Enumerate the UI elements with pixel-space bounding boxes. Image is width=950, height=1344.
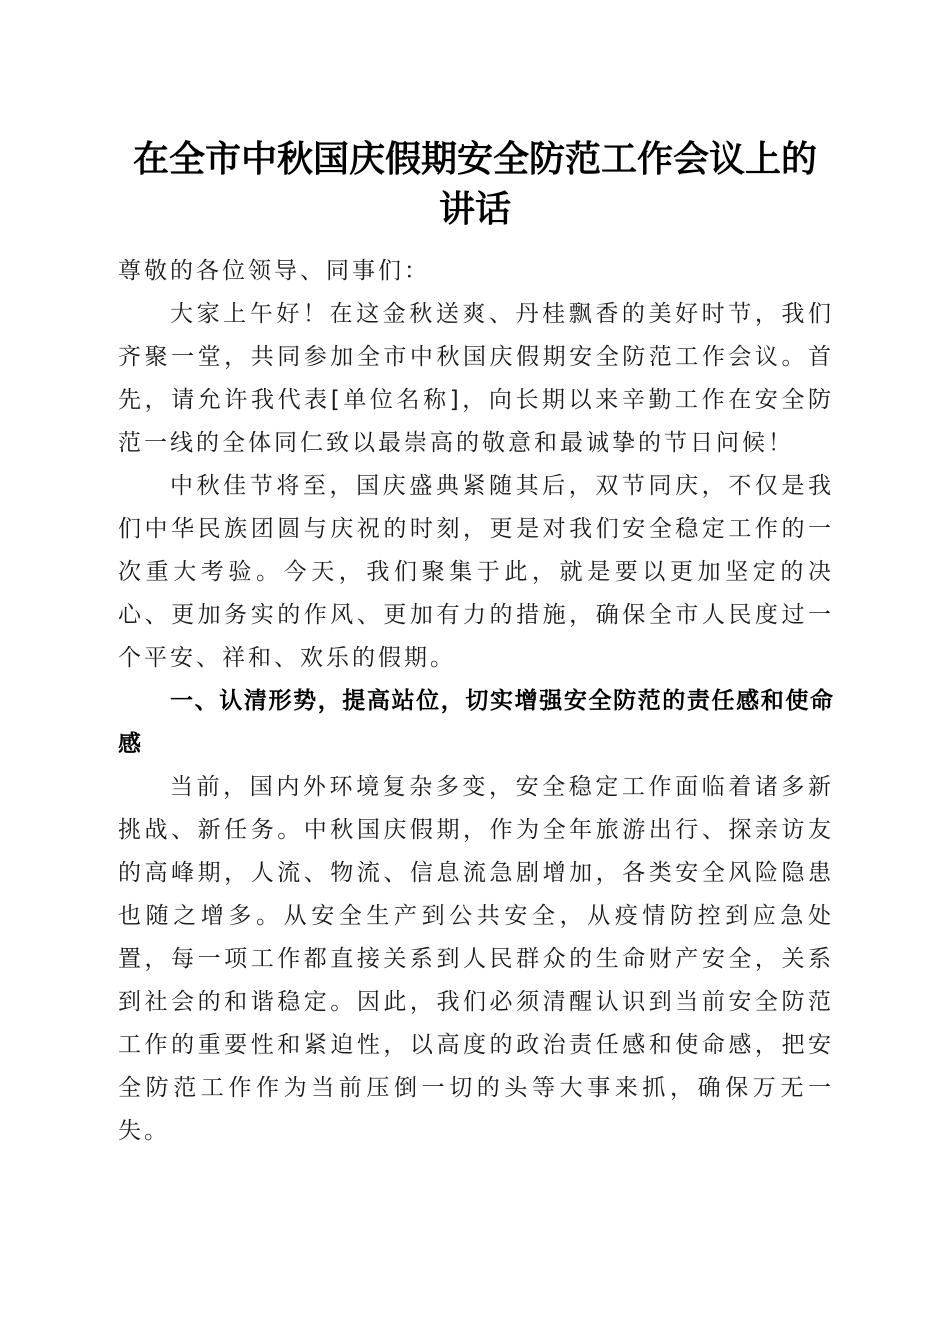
section-paragraph: 当前，国内外环境复杂多变，安全稳定工作面临着诸多新挑战、新任务。中秋国庆假期，作为全年旅游出行、探亲访友的高峰期，人流、物流、信息流急剧增加，各类安全风险隐患也随之增多。从安全生产到公共安全，从疫情防控到应急处置，每一项工作都直接关系到人民群众的生命财产安全，关系到社会的和谐稳定。因此，我们必须清醒认识到当前安全防范工作的重要性和紧迫性，以高度的政治责任感和使命感，把安全防范工作作为当前压倒一切的头等大事来抓，确保万无一失。 — [118, 774, 834, 1144]
paragraph-purpose: 中秋佳节将至，国庆盛典紧随其后，双节同庆，不仅是我们中华民族团圆与庆祝的时刻，更是对我们安全稳定工作的一次重大考验。今天，我们聚集于此，就是要以更加坚定的决心、更加务实的作风、更加有力的措施，确保全市人民度过一个平安、祥和、欢乐的假期。 — [118, 473, 834, 671]
document-body — [118, 250, 834, 1153]
document-title: 在全市中秋国庆假期安全防范工作会议上的讲话 — [132, 138, 817, 230]
paragraph-opening: 大家上午好！在这金秋送爽、丹桂飘香的美好时节，我们齐聚一堂，共同参加全市中秋国庆假期安全防范工作会议。首先，请允许我代表[单位名称]，向长期以来辛勤工作在安全防范一线的全体同仁致以最崇高的敬意和最诚挚的节日问候！ — [118, 301, 834, 456]
salutation: 尊敬的各位领导、同事们： — [118, 258, 430, 284]
section-heading: 一、认清形势，提高站位，切实增强安全防范的责任感和使命感 — [118, 688, 834, 757]
